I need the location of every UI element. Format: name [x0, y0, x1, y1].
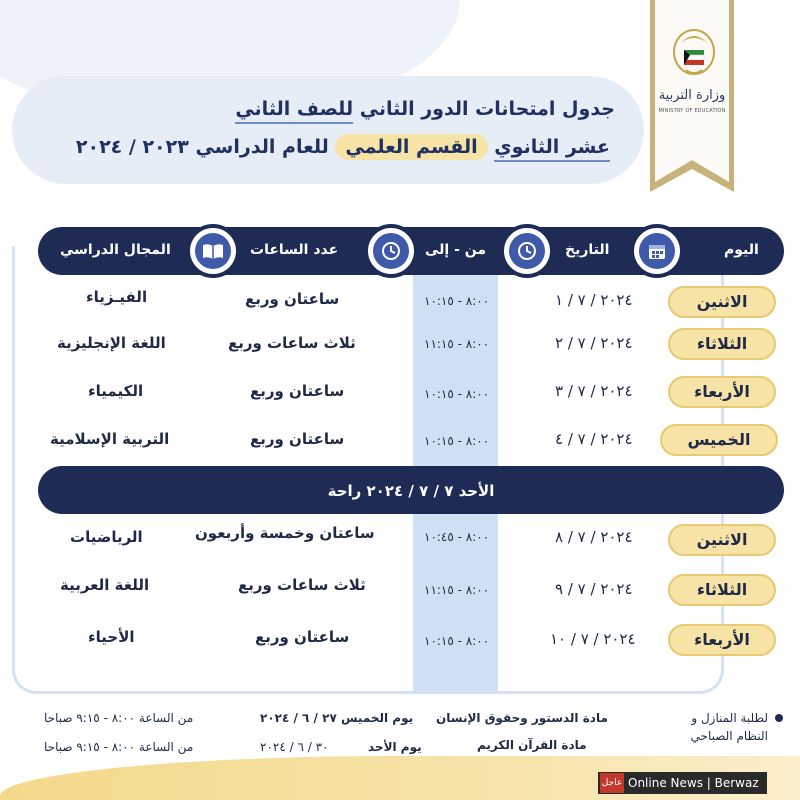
subject-cell: اللغة العربية: [60, 576, 150, 594]
subject-cell: التربية الإسلامية: [50, 430, 170, 448]
note-subject-2: مادة القرآن الكريم: [477, 738, 587, 752]
hours-cell: ساعتان وربع: [245, 290, 340, 308]
hours-cell: ثلاث ساعات وربع: [228, 334, 356, 352]
title-line-2: [76, 136, 610, 158]
note-bullet: [775, 714, 783, 722]
subject-cell: اللغة الإنجليزية: [57, 334, 166, 352]
day-cell: الأربعاء: [668, 376, 776, 408]
date-cell: ٢٠٢٤ / ٧ / ٣: [555, 382, 633, 400]
date-cell: ٢٠٢٤ / ٧ / ٩: [555, 580, 633, 598]
date-cell: ٢٠٢٤ / ٧ / ١٠: [550, 630, 636, 648]
title-year: للعام الدراسي ٢٠٢٣ / ٢٠٢٤: [75, 136, 329, 158]
date-cell: ٢٠٢٤ / ٧ / ١: [555, 291, 633, 309]
hours-cell: ساعتان وربع: [250, 382, 345, 400]
time-cell: ٨:٠٠ - ١١:١٥: [424, 337, 490, 351]
ministry-name-ar: وزارة التربية: [658, 88, 726, 103]
header-from-to: من - إلى: [425, 242, 487, 258]
header-hours: عدد الساعات: [250, 242, 339, 258]
note-target: لطلبة المنازل و النظام الصباحي: [690, 711, 768, 743]
title-line-1-highlight: للصف الثاني: [235, 98, 353, 124]
hours-cell: ساعتان وربع: [255, 628, 350, 646]
day-cell: الخميس: [660, 424, 778, 456]
header-day: اليوم: [724, 242, 759, 258]
time-cell: ٨:٠٠ - ١١:١٥: [424, 583, 490, 597]
subject-cell: الكيمياء: [88, 382, 144, 400]
subject-cell: الرياضيات: [70, 528, 143, 546]
ministry-name-en: MINISTRY OF EDUCATION: [658, 108, 726, 114]
time-cell: ٨:٠٠ - ١٠:١٥: [424, 434, 490, 448]
date-cell: ٢٠٢٤ / ٧ / ٢: [555, 334, 633, 352]
note-day-1: يوم الخميس ٢٧ / ٦ / ٢٠٢٤: [260, 711, 414, 725]
title-line-1: [235, 98, 615, 120]
date-cell: ٢٠٢٤ / ٧ / ٨: [555, 528, 633, 546]
time-cell: ٨:٠٠ - ١٠:١٥: [424, 294, 490, 308]
title-section-pill: القسم العلمي: [335, 134, 487, 160]
note-date-2: ٣٠ / ٦ / ٢٠٢٤: [260, 740, 329, 754]
hours-cell: ثلاث ساعات وربع: [238, 576, 366, 594]
subject-cell: الفيـزياء: [86, 288, 148, 306]
header-date: التاريخ: [565, 242, 610, 258]
ministry-emblem-icon: [672, 22, 716, 78]
hours-cell: ساعتان وخمسة وأربعون: [195, 524, 375, 542]
day-cell: الثلاثاء: [668, 328, 776, 360]
book-icon: [186, 224, 240, 278]
time-cell: ٨:٠٠ - ١٠:١٥: [424, 634, 490, 648]
date-cell: ٢٠٢٤ / ٧ / ٤: [555, 430, 633, 448]
day-cell: الثلاثاء: [668, 574, 776, 606]
title-line-1-prefix: جدول امتحانات الدور الثاني: [353, 98, 615, 120]
time-cell: ٨:٠٠ - ١٠:١٥: [424, 387, 490, 401]
note-time-1: من الساعة ٨:٠٠ - ٩:١٥ صباحا: [44, 711, 194, 725]
note-day-2: يوم الأحد: [368, 740, 422, 754]
calendar-icon: [630, 224, 684, 278]
clock-icon: [500, 224, 554, 278]
rest-day-label: الأحد ٧ / ٧ / ٢٠٢٤ راحة: [327, 482, 495, 500]
subject-cell: الأحياء: [88, 628, 135, 646]
hours-cell: ساعتان وربع: [250, 430, 345, 448]
day-cell: الاثنين: [668, 286, 776, 318]
header-subject: المجال الدراسي: [60, 242, 171, 258]
time-cell: ٨:٠٠ - ١٠:٤٥: [424, 530, 490, 544]
note-subject-1: مادة الدستور وحقوق الإنسان: [436, 711, 608, 725]
note-time-2: من الساعة ٨:٠٠ - ٩:١٥ صباحا: [44, 740, 194, 754]
title-line-2-highlight: عشر الثانوي: [494, 136, 610, 162]
title-card: [12, 76, 644, 184]
day-cell: الاثنين: [668, 524, 776, 556]
watermark-logo: عاجل: [600, 773, 624, 793]
day-cell: الأربعاء: [668, 624, 776, 656]
watermark-text: Online News | Berwaz: [628, 776, 759, 790]
clock-icon: [364, 224, 418, 278]
